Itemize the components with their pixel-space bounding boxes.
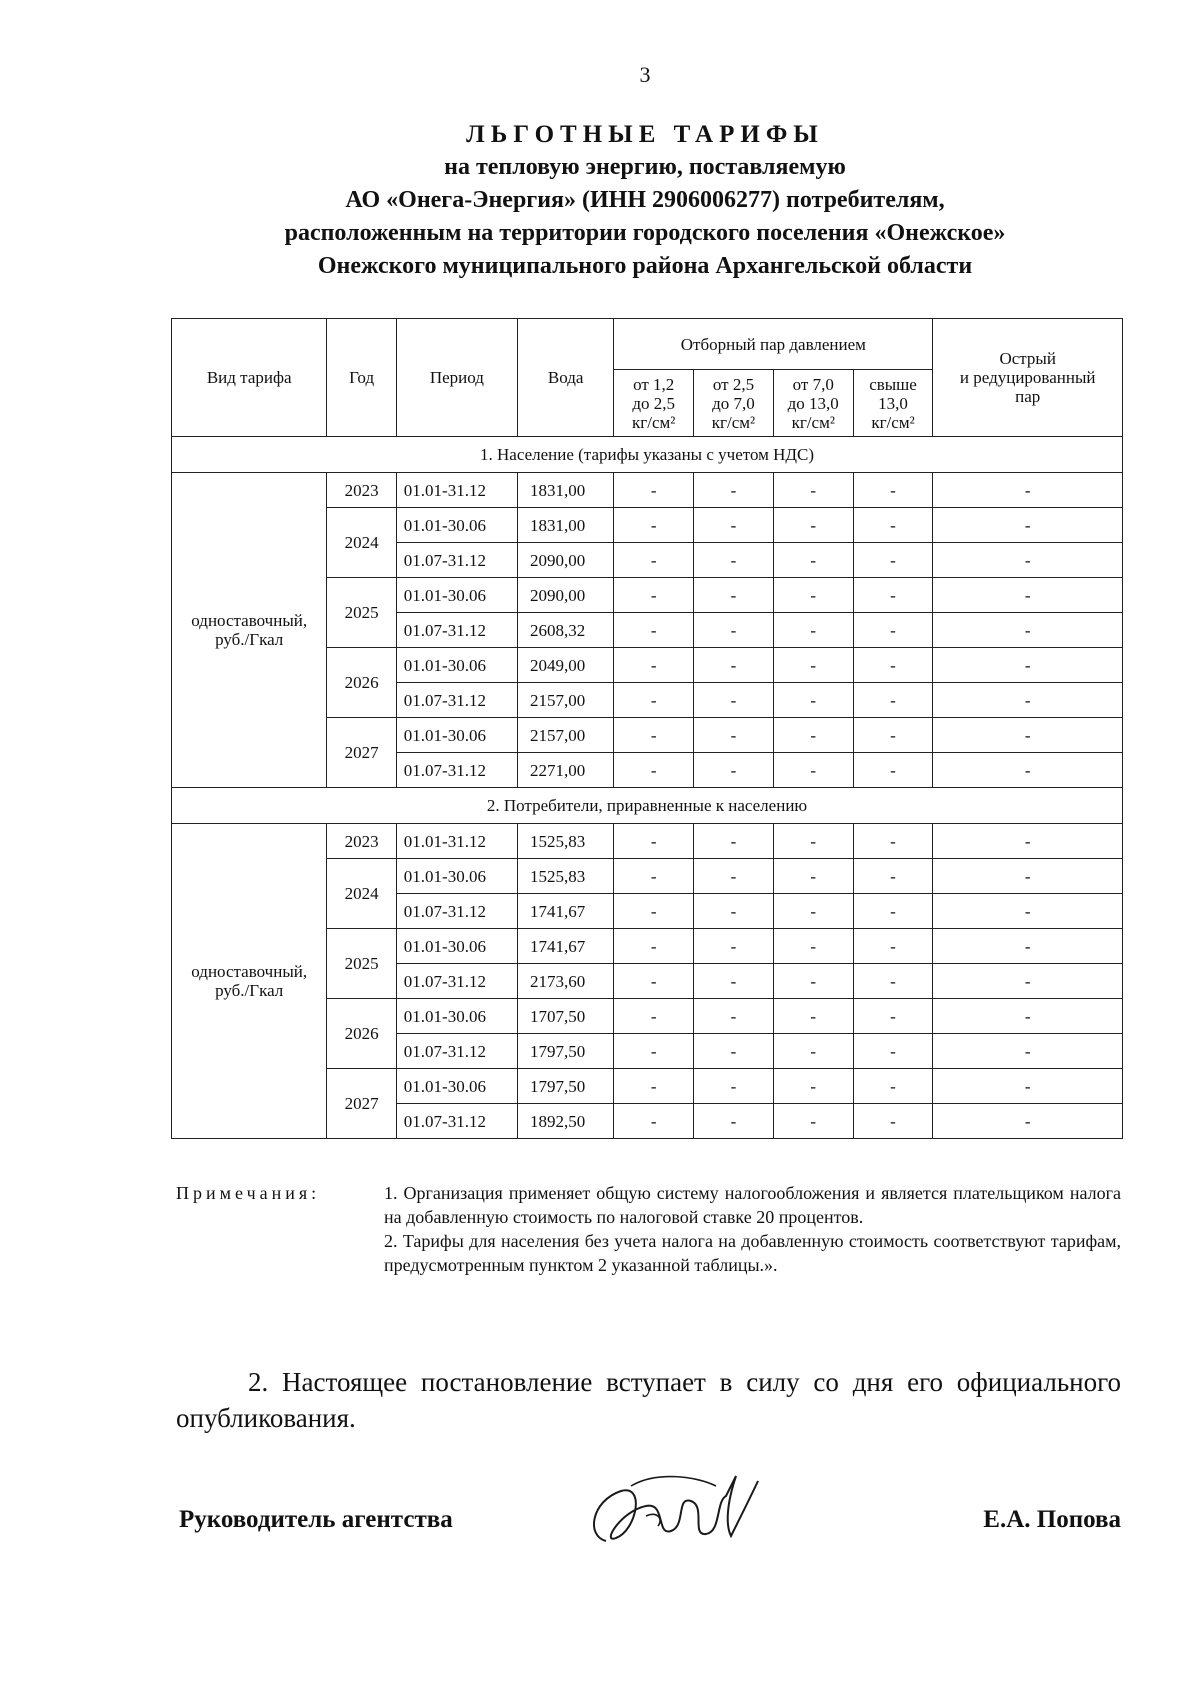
section-title: 1. Население (тарифы указаны с учетом НДС) (172, 437, 1123, 473)
water-cell: 1797,50 (518, 1034, 614, 1069)
steam-cell: - (614, 473, 694, 508)
steam-cell: - (614, 578, 694, 613)
steam-cell: - (614, 753, 694, 788)
sharp-steam-cell: - (933, 964, 1123, 999)
steam-cell: - (853, 999, 933, 1034)
water-cell: 2157,00 (518, 718, 614, 753)
steam-cell: - (853, 1034, 933, 1069)
sharp-steam-cell: - (933, 753, 1123, 788)
notes-list (384, 1181, 1121, 1277)
table-row (172, 824, 1123, 859)
steam-cell: - (694, 1034, 774, 1069)
steam-cell: - (853, 508, 933, 543)
signature-block (176, 1466, 1121, 1546)
water-cell: 1797,50 (518, 1069, 614, 1104)
sharp-steam-cell: - (933, 1034, 1123, 1069)
period-cell: 01.07-31.12 (396, 894, 517, 929)
sharp-steam-cell: - (933, 929, 1123, 964)
water-cell: 1831,00 (518, 473, 614, 508)
steam-cell: - (853, 473, 933, 508)
year-cell: 2027 (327, 1069, 396, 1139)
note-item: 1. Организация применяет общую систему налогообложения и является плательщиком налога на добавленную стоимость по налоговой ставке 20 процентов. (384, 1183, 1121, 1227)
water-cell: 2090,00 (518, 578, 614, 613)
year-cell: 2023 (327, 824, 396, 859)
steam-cell: - (773, 964, 853, 999)
steam-cell: - (853, 1104, 933, 1139)
header-line: от 2,5 (712, 374, 755, 394)
tariff-type-line: руб./Гкал (215, 981, 284, 1000)
period-cell: 01.01-30.06 (396, 1069, 517, 1104)
header-line: кг/см² (791, 412, 835, 432)
page-number: 3 (639, 62, 651, 87)
section-row (172, 437, 1123, 473)
sharp-steam-cell: - (933, 508, 1123, 543)
signatory-name: Е.А. Попова (983, 1506, 1121, 1533)
header-type: Вид тарифа (172, 319, 327, 437)
document-title (0, 118, 1200, 283)
header-line: кг/см² (711, 412, 756, 432)
water-cell: 2173,60 (518, 964, 614, 999)
steam-cell: - (853, 648, 933, 683)
period-cell: 01.07-31.12 (396, 543, 517, 578)
steam-cell: - (614, 929, 694, 964)
notes-label: Примечания: (176, 1183, 321, 1203)
steam-cell: - (853, 683, 933, 718)
water-cell: 1741,67 (518, 929, 614, 964)
steam-cell: - (694, 543, 774, 578)
water-cell: 1831,00 (518, 508, 614, 543)
period-cell: 01.01-30.06 (396, 508, 517, 543)
sharp-steam-cell: - (933, 1069, 1123, 1104)
table-row (172, 473, 1123, 508)
header-sharp-line: пар (1015, 387, 1041, 406)
title-line-1: ЛЬГОТНЫЕ ТАРИФЫ (466, 121, 824, 148)
sharp-steam-cell: - (933, 683, 1123, 718)
steam-cell: - (773, 1069, 853, 1104)
water-cell: 1741,67 (518, 894, 614, 929)
water-cell: 1892,50 (518, 1104, 614, 1139)
water-cell: 2090,00 (518, 543, 614, 578)
tariff-table (171, 318, 1123, 1139)
steam-cell: - (614, 508, 694, 543)
steam-cell: - (614, 1104, 694, 1139)
period-cell: 01.07-31.12 (396, 753, 517, 788)
steam-cell: - (694, 473, 774, 508)
steam-cell: - (773, 824, 853, 859)
year-cell: 2025 (327, 578, 396, 648)
steam-cell: - (614, 718, 694, 753)
steam-cell: - (614, 1034, 694, 1069)
steam-cell: - (853, 929, 933, 964)
header-line: свыше (869, 374, 917, 394)
period-cell: 01.01-31.12 (396, 473, 517, 508)
water-cell: 1525,83 (518, 859, 614, 894)
year-cell: 2023 (327, 473, 396, 508)
final-paragraph: 2. Настоящее постановление вступает в силу со дня его официального опубликования. (176, 1367, 1121, 1433)
steam-cell: - (614, 964, 694, 999)
period-cell: 01.01-30.06 (396, 718, 517, 753)
steam-cell: - (773, 859, 853, 894)
header-line: до 7,0 (712, 393, 755, 413)
steam-cell: - (773, 648, 853, 683)
steam-cell: - (694, 578, 774, 613)
sharp-steam-cell: - (933, 859, 1123, 894)
sharp-steam-cell: - (933, 999, 1123, 1034)
header-line: 13,0 (878, 393, 908, 413)
header-steam-1 (614, 370, 694, 437)
steam-cell: - (853, 578, 933, 613)
steam-cell: - (694, 894, 774, 929)
steam-cell: - (694, 1104, 774, 1139)
water-cell: 1707,50 (518, 999, 614, 1034)
sharp-steam-cell: - (933, 648, 1123, 683)
year-cell: 2027 (327, 718, 396, 788)
header-water: Вода (518, 319, 614, 437)
tariff-type-line: одноставочный, (191, 962, 308, 981)
period-cell: 01.07-31.12 (396, 683, 517, 718)
header-line: до 2,5 (632, 393, 676, 413)
sharp-steam-cell: - (933, 824, 1123, 859)
title-line-2: на тепловую энергию, поставляемую (444, 154, 846, 180)
steam-cell: - (614, 894, 694, 929)
period-cell: 01.01-30.06 (396, 859, 517, 894)
tariff-type-line: руб./Гкал (215, 630, 284, 649)
steam-cell: - (694, 999, 774, 1034)
sharp-steam-cell: - (933, 543, 1123, 578)
steam-cell: - (853, 964, 933, 999)
steam-cell: - (773, 929, 853, 964)
steam-cell: - (773, 753, 853, 788)
steam-cell: - (614, 1069, 694, 1104)
steam-cell: - (694, 964, 774, 999)
steam-cell: - (853, 859, 933, 894)
header-steam-2 (694, 370, 774, 437)
sharp-steam-cell: - (933, 1104, 1123, 1139)
steam-cell: - (694, 648, 774, 683)
steam-cell: - (853, 824, 933, 859)
header-line: кг/см² (871, 412, 915, 432)
steam-cell: - (694, 1069, 774, 1104)
header-period: Период (396, 319, 517, 437)
period-cell: 01.01-30.06 (396, 999, 517, 1034)
steam-cell: - (773, 683, 853, 718)
header-sharp-steam (933, 319, 1123, 437)
title-line-4: расположенным на территории городского поселения «Онежское» (284, 220, 1006, 246)
steam-cell: - (694, 859, 774, 894)
period-cell: 01.01-30.06 (396, 578, 517, 613)
steam-cell: - (773, 894, 853, 929)
steam-cell: - (773, 718, 853, 753)
steam-cell: - (853, 753, 933, 788)
header-steam-group: Отборный пар давлением (614, 319, 933, 370)
period-cell: 01.07-31.12 (396, 613, 517, 648)
steam-cell: - (614, 859, 694, 894)
header-line: кг/см² (632, 412, 676, 432)
header-line: до 13,0 (787, 393, 839, 413)
tariff-type-line: одноставочный, (191, 611, 308, 630)
steam-cell: - (694, 824, 774, 859)
year-cell: 2024 (327, 859, 396, 929)
steam-cell: - (694, 508, 774, 543)
steam-cell: - (773, 1034, 853, 1069)
header-steam-3 (773, 370, 853, 437)
steam-cell: - (773, 508, 853, 543)
water-cell: 2608,32 (518, 613, 614, 648)
steam-cell: - (694, 929, 774, 964)
steam-cell: - (773, 578, 853, 613)
tariff-type (172, 824, 327, 1139)
steam-cell: - (694, 683, 774, 718)
header-sharp-line: и редуцированный (959, 368, 1096, 387)
steam-cell: - (773, 999, 853, 1034)
header-steam-4 (853, 370, 933, 437)
water-cell: 2049,00 (518, 648, 614, 683)
sharp-steam-cell: - (933, 894, 1123, 929)
year-cell: 2025 (327, 929, 396, 999)
tariff-body (172, 437, 1123, 1139)
period-cell: 01.01-30.06 (396, 648, 517, 683)
steam-cell: - (614, 648, 694, 683)
year-cell: 2026 (327, 648, 396, 718)
period-cell: 01.07-31.12 (396, 1034, 517, 1069)
year-cell: 2024 (327, 508, 396, 578)
note-item: 2. Тарифы для населения без учета налога на добавленную стоимость соответствуют тарифам, предусмотренным пунктом 2 указанной таблицы.». (384, 1231, 1121, 1275)
section-title: 2. Потребители, приравненные к населению (172, 788, 1123, 824)
steam-cell: - (694, 718, 774, 753)
signatory-position: Руководитель агентства (179, 1506, 453, 1533)
period-cell: 01.07-31.12 (396, 964, 517, 999)
steam-cell: - (614, 999, 694, 1034)
header-sharp-line: Острый (999, 349, 1056, 368)
title-line-5: Онежского муниципального района Архангельской области (317, 253, 973, 279)
steam-cell: - (853, 543, 933, 578)
steam-cell: - (614, 824, 694, 859)
handwritten-signature (576, 1456, 766, 1556)
steam-cell: - (694, 613, 774, 648)
steam-cell: - (853, 894, 933, 929)
header-year: Год (327, 319, 396, 437)
steam-cell: - (694, 753, 774, 788)
steam-cell: - (853, 718, 933, 753)
sharp-steam-cell: - (933, 718, 1123, 753)
water-cell: 2271,00 (518, 753, 614, 788)
steam-cell: - (773, 613, 853, 648)
period-cell: 01.07-31.12 (396, 1104, 517, 1139)
header-line: от 1,2 (633, 374, 675, 394)
sharp-steam-cell: - (933, 578, 1123, 613)
steam-cell: - (773, 1104, 853, 1139)
steam-cell: - (853, 1069, 933, 1104)
steam-cell: - (614, 613, 694, 648)
steam-cell: - (853, 613, 933, 648)
period-cell: 01.01-31.12 (396, 824, 517, 859)
steam-cell: - (614, 543, 694, 578)
header-line: от 7,0 (792, 374, 834, 394)
steam-cell: - (773, 473, 853, 508)
sharp-steam-cell: - (933, 473, 1123, 508)
title-line-3: АО «Онега-Энергия» (ИНН 2906006277) потребителям, (345, 187, 945, 213)
water-cell: 2157,00 (518, 683, 614, 718)
steam-cell: - (614, 683, 694, 718)
water-cell: 1525,83 (518, 824, 614, 859)
steam-cell: - (773, 543, 853, 578)
section-row (172, 788, 1123, 824)
sharp-steam-cell: - (933, 613, 1123, 648)
tariff-type (172, 473, 327, 788)
year-cell: 2026 (327, 999, 396, 1069)
period-cell: 01.01-30.06 (396, 929, 517, 964)
